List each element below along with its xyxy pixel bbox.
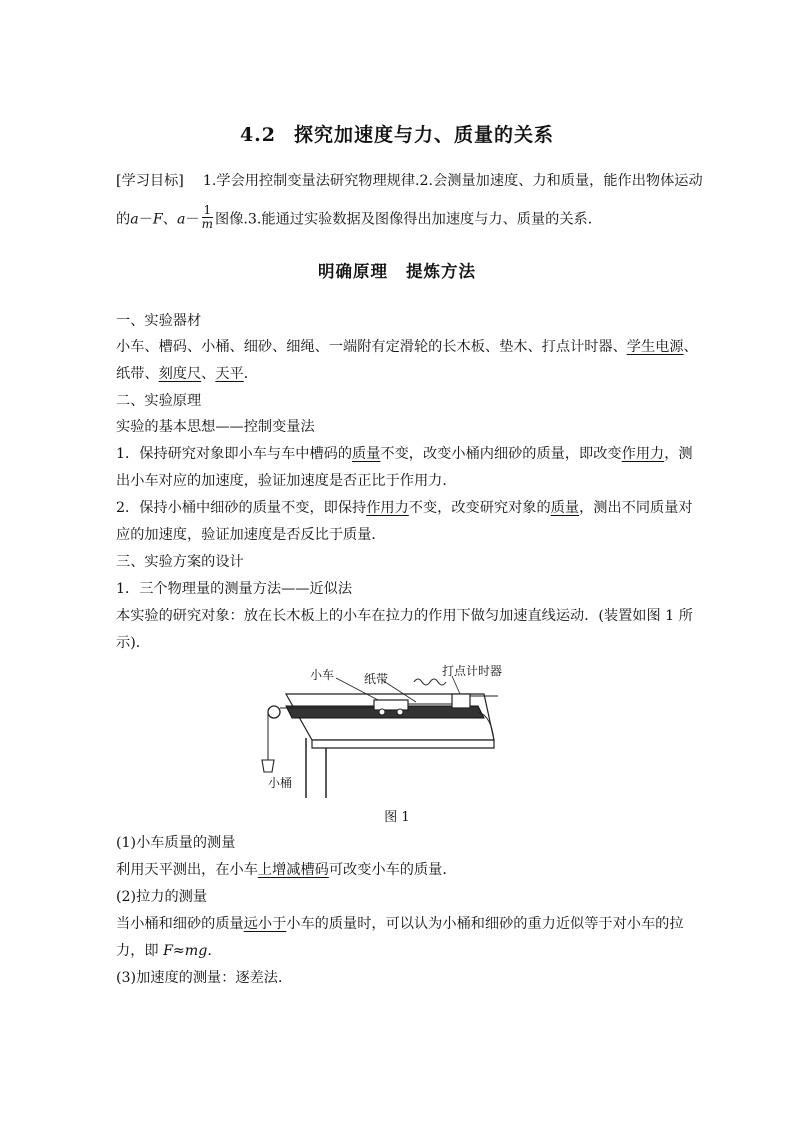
m1-text — [116, 859, 457, 881]
coiled-wire — [414, 679, 446, 685]
principle-p1-line1 — [116, 443, 693, 465]
pulley — [268, 706, 280, 718]
m2-title: (2)拉力的测量 — [116, 889, 208, 905]
p1-b: 不变，改变小桶内细砂的质量，即改变 — [380, 446, 622, 462]
equipment-heading: 一、实验器材 — [116, 313, 202, 329]
title-text: 探究加速度与力、质量的关系 — [294, 124, 555, 146]
graph1-a: a — [130, 211, 139, 228]
m1-title: (1)小车质量的测量 — [116, 835, 236, 851]
timer — [452, 694, 470, 708]
p1-mass: 质量 — [352, 446, 381, 462]
label-cart: 小车 — [310, 668, 335, 682]
graph1-dash: － — [138, 211, 153, 228]
cart-wheel-1 — [379, 709, 385, 715]
objectives-line-1 — [116, 170, 703, 192]
fraction-numerator: 1 — [203, 203, 212, 217]
objectives-line-2 — [116, 203, 602, 233]
principle-idea: 实验的基本思想——控制变量法 — [116, 419, 315, 435]
section-heading-part2: 提炼方法 — [406, 262, 476, 281]
section-heading-part1: 明确原理 — [318, 262, 388, 281]
m2-a: 当小桶和细砂的质量 — [116, 916, 244, 932]
m2-line2-a: 力，即 — [116, 943, 164, 959]
principle-heading: 二、实验原理 — [116, 393, 202, 409]
apparatus-figure — [256, 660, 506, 800]
equipment-sep: 、 — [201, 366, 216, 382]
equipment-line-1 — [116, 336, 698, 358]
fraction-denominator: m — [201, 217, 213, 231]
principle-p1-line2: 出小车对应的加速度，验证加速度是否正比于作用力． — [116, 473, 457, 489]
principle-p2-line1 — [116, 497, 693, 519]
equipment-line-2 — [116, 363, 258, 385]
m1-b: 可改变小车的质量． — [328, 862, 457, 878]
objectives-suffix: 图像.3.能通过实验数据及图像得出加速度与力、质量的关系． — [215, 211, 602, 228]
page-title — [0, 120, 794, 147]
equipment-punct: 、 — [683, 339, 698, 355]
equipment-tape: 纸带、 — [116, 366, 159, 382]
m1-underline: 上增减槽码 — [257, 862, 329, 878]
m2-text-line1 — [116, 913, 684, 935]
graph2-dash: － — [185, 211, 200, 228]
m2-b: 小车的质量时，可以认为小桶和细砂的重力近似等于对小车的拉 — [286, 916, 684, 932]
m2-text-line2 — [116, 940, 212, 962]
p2-b: 不变，改变研究对象的 — [408, 500, 551, 516]
section-heading — [0, 258, 794, 282]
label-tape: 纸带 — [364, 672, 389, 686]
equipment-ruler: 刻度尺 — [158, 366, 202, 382]
m2-line2-end: . — [207, 943, 212, 959]
design-object-line1: 本实验的研究对象：放在长木板上的小车在拉力的作用下做匀加速直线运动．(装置如图 1 所 — [116, 608, 693, 624]
p2-a: 2．保持小桶中细砂的质量不变，即保持 — [116, 500, 367, 516]
objectives-text-1: 1.学会用控制变量法研究物理规律.2.会测量加速度、力和质量，能作出物体运动 — [202, 173, 703, 189]
cart-wheel-2 — [397, 709, 403, 715]
p1-c: ，测 — [664, 446, 693, 462]
p2-mass: 质量 — [550, 500, 580, 516]
equipment-text: 小车、槽码、小桶、细砂、细绳、一端附有定滑轮的长木板、垫木、打点计时器、 — [116, 339, 627, 355]
inverse-mass-fraction — [202, 204, 213, 231]
table-edge — [312, 740, 494, 748]
graph-separator: 、 — [162, 211, 177, 228]
design-heading: 三、实验方案的设计 — [116, 554, 244, 570]
p1-a: 1．保持研究对象即小车与车中槽码的 — [116, 446, 353, 462]
principle-p2-line2: 应的加速度，验证加速度是否反比于质量． — [116, 527, 386, 543]
m2-formula: F≈mg — [163, 943, 208, 959]
p1-force: 作用力 — [621, 446, 665, 462]
objectives-prefix: 的 — [116, 211, 131, 228]
cart — [374, 700, 408, 710]
graph2-a: a — [176, 211, 186, 228]
equipment-end: ． — [243, 366, 258, 382]
bucket — [262, 760, 274, 772]
title-number: 4.2 — [239, 124, 277, 146]
objectives-label: [学习目标] — [116, 173, 184, 189]
equipment-balance: 天平 — [215, 366, 244, 382]
design-object-line2: 示)． — [116, 635, 150, 651]
label-bucket: 小桶 — [268, 776, 293, 790]
graph1-F: F — [152, 211, 163, 228]
m1-a: 利用天平测出，在小车 — [116, 862, 258, 878]
p2-c: ，测出不同质量对 — [579, 500, 693, 516]
m2-underline: 远小于 — [243, 916, 287, 932]
label-timer: 打点计时器 — [442, 664, 503, 678]
m3-title: (3)加速度的测量：逐差法． — [116, 970, 293, 986]
figure-caption: 图 1 — [384, 810, 410, 825]
p2-force: 作用力 — [366, 500, 409, 516]
equipment-power-supply: 学生电源 — [626, 339, 684, 355]
design-sub1: 1．三个物理量的测量方法——近似法 — [116, 581, 353, 597]
